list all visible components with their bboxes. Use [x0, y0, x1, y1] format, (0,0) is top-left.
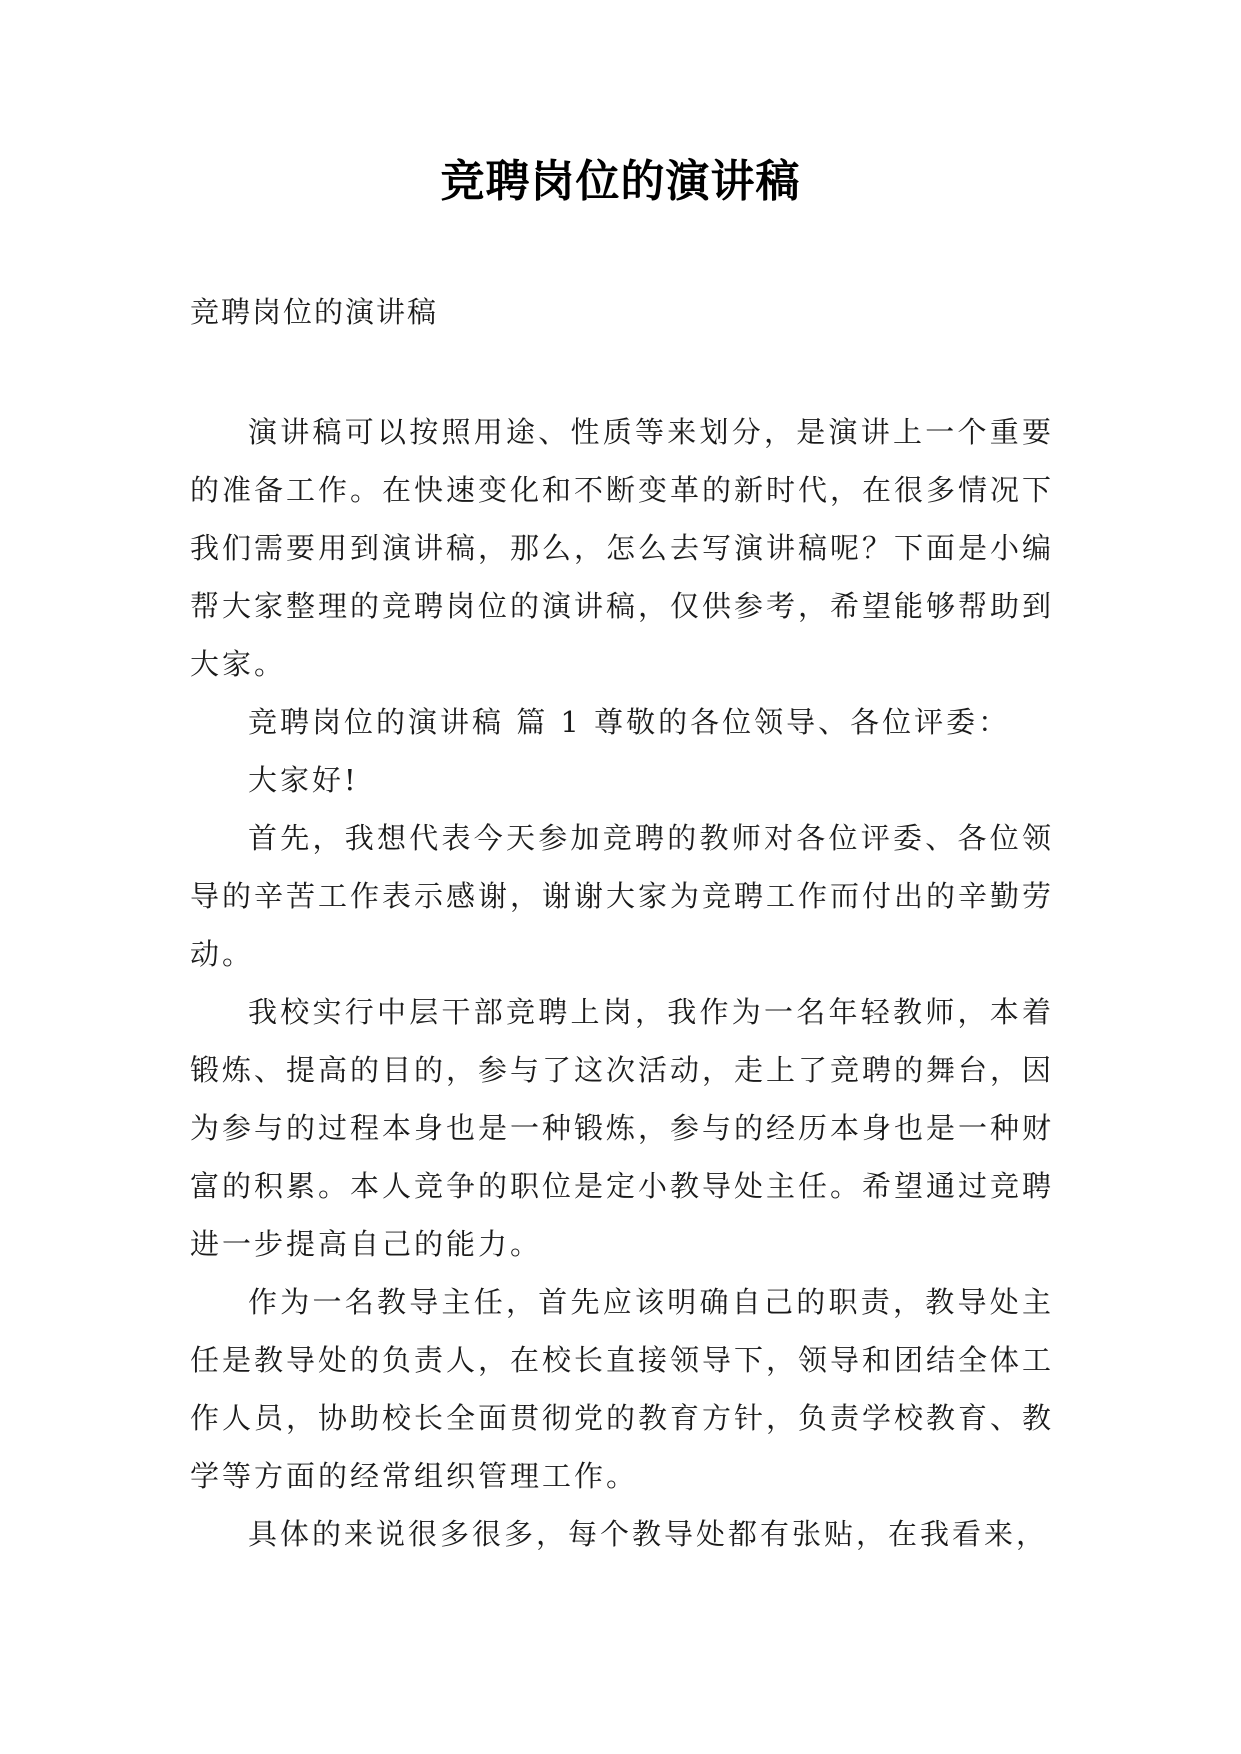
document-subtitle: 竞聘岗位的演讲稿 [190, 295, 439, 329]
paragraph: 我校实行中层干部竞聘上岗，我作为一名年轻教师，本着锻炼、提高的目的，参与了这次活动，走上了竞聘的舞台，因为参与的过程本身也是一种锻炼，参与的经历本身也是一种财富的积累。本人竞争的职位是定小教导处主任。希望通过竞聘进一步提高自己的能力。 [190, 995, 1055, 1261]
document-body [190, 403, 1054, 1563]
paragraph: 首先，我想代表今天参加竞聘的教师对各位评委、各位领导的辛苦工作表示感谢，谢谢大家为竞聘工作而付出的辛勤劳动。 [190, 821, 1055, 971]
document-title: 竞聘岗位的演讲稿 [440, 156, 801, 207]
paragraph: 演讲稿可以按照用途、性质等来划分，是演讲上一个重要的准备工作。在快速变化和不断变革的新时代，在很多情况下我们需要用到演讲稿，那么，怎么去写演讲稿呢？下面是小编帮大家整理的竞聘岗位的演讲稿，仅供参考，希望能够帮助到大家。 [190, 415, 1055, 681]
paragraph: 竞聘岗位的演讲稿 篇 1 尊敬的各位领导、各位评委： [248, 705, 1011, 739]
paragraph: 具体的来说很多很多，每个教导处都有张贴，在我看来， [248, 1517, 1049, 1551]
paragraph: 大家好! [248, 763, 359, 797]
paragraph: 作为一名教导主任，首先应该明确自己的职责，教导处主任是教导处的负责人，在校长直接领导下，领导和团结全体工作人员，协助校长全面贯彻党的教育方针，负责学校教育、教学等方面的经常组织管理工作。 [190, 1285, 1055, 1493]
